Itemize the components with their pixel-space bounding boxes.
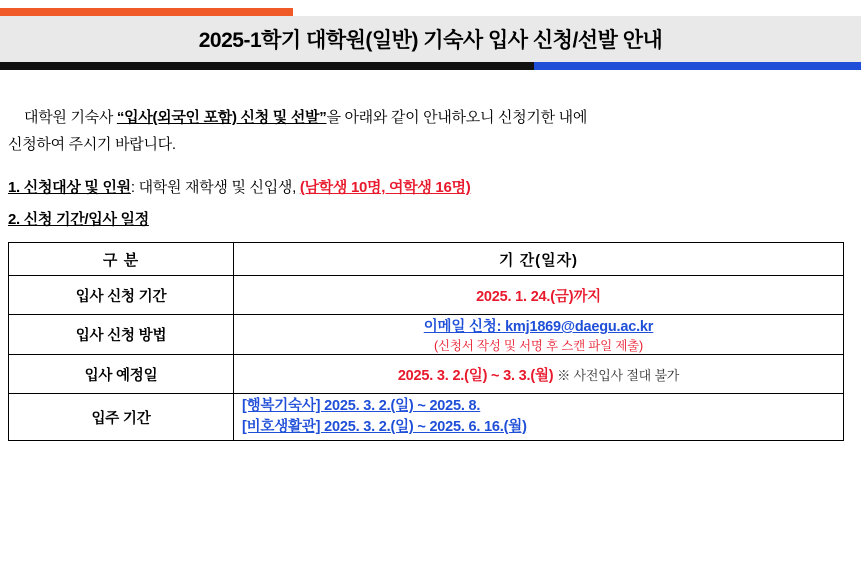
section-2-heading: 2. 신청 기간/입사 일정 xyxy=(8,211,149,228)
banner-top-rule-orange xyxy=(0,8,293,16)
row-value-movein-date xyxy=(234,355,844,394)
residence-period-happy-dorm: [행복기숙사] 2025. 3. 2.(일) ~ 2025. 8. xyxy=(242,398,481,414)
section-applicants xyxy=(8,176,847,200)
intro-paragraph xyxy=(8,104,847,132)
row-label-application-method: 입사 신청 방법 xyxy=(9,315,234,355)
banner-top-rule-white xyxy=(293,8,861,16)
section-1-body: 대학원 재학생 및 신입생, xyxy=(138,179,300,196)
row-label-movein-date: 입사 예정일 xyxy=(9,355,234,394)
schedule-table-head xyxy=(9,243,844,276)
movein-date-text: 2025. 3. 2.(일) ~ 3. 3.(월) xyxy=(397,367,554,384)
column-header-category: 구 분 xyxy=(9,243,234,276)
section-1-separator: : xyxy=(130,179,139,196)
intro-text-part1: 대학원 기숙사 xyxy=(24,109,117,126)
page-title: 2025-1학기 대학원(일반) 기숙사 입사 신청/선발 안내 xyxy=(198,29,663,52)
application-deadline-text: 2025. 1. 24.(금)까지 xyxy=(476,288,601,305)
movein-date-note: ※ 사전입사 절대 불가 xyxy=(557,367,680,383)
section-1-heading: 1. 신청대상 및 인원 xyxy=(8,179,131,196)
application-method-note: (신청서 작성 및 서명 후 스캔 파일 제출) xyxy=(434,339,643,353)
section-1-highlight: (남학생 10명, 여학생 16명) xyxy=(299,179,471,196)
schedule-table-body xyxy=(9,276,844,441)
section-schedule xyxy=(8,208,847,232)
schedule-table xyxy=(8,242,844,441)
table-row xyxy=(9,355,844,394)
row-label-application-period: 입사 신청 기간 xyxy=(9,276,234,315)
row-value-application-period xyxy=(234,276,844,315)
intro-paragraph-line2: 신청하여 주시기 바랍니다. xyxy=(8,136,176,153)
intro-emphasis: “입사(외국인 포함) 신청 및 선발” xyxy=(116,109,327,126)
column-header-period: 기 간(일자) xyxy=(234,243,844,276)
residence-period-biho-dorm: [비호생활관] 2025. 3. 2.(일) ~ 2025. 6. 16.(월) xyxy=(242,419,527,435)
table-header-row xyxy=(9,243,844,276)
row-value-application-method xyxy=(234,315,844,355)
banner-bottom-rule-black xyxy=(0,62,534,70)
intro-text-part2: 을 아래와 같이 안내하오니 신청기한 내에 xyxy=(326,109,588,126)
banner-title-bar xyxy=(0,16,861,62)
banner-bottom-rule xyxy=(0,62,861,70)
table-row xyxy=(9,315,844,355)
application-email-text[interactable]: 이메일 신청: kmj1869@daegu.ac.kr xyxy=(423,319,654,335)
table-row xyxy=(9,394,844,441)
banner-bottom-rule-blue xyxy=(534,62,861,70)
document-page xyxy=(0,8,861,564)
document-body xyxy=(0,104,861,441)
row-value-residence-period xyxy=(234,394,844,441)
banner-top-rule xyxy=(0,8,861,16)
document-header-banner xyxy=(0,8,861,70)
row-label-residence-period: 입주 기간 xyxy=(9,394,234,441)
table-row xyxy=(9,276,844,315)
